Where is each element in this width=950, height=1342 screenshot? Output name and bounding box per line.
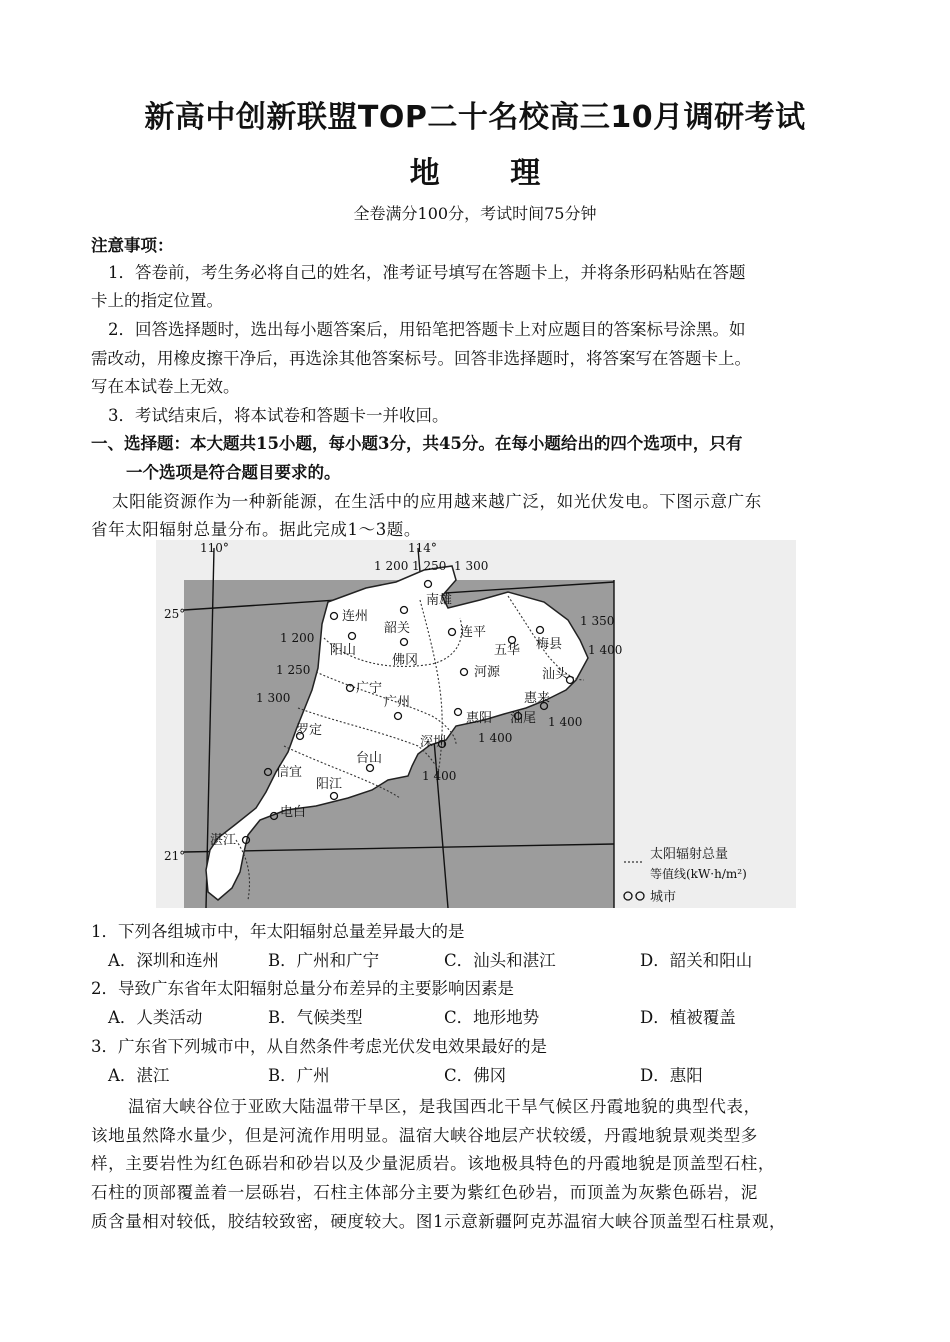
city-label: 阳山 <box>330 643 357 658</box>
isoline-label: 1 250 <box>412 559 447 573</box>
question-2-option-b: B．气候类型 <box>268 1008 363 1027</box>
intro-line-2: 省年太阳辐射总量分布。据此完成1～3题。 <box>91 520 421 539</box>
city-label: 湛江 <box>210 833 237 848</box>
city-label: 台山 <box>356 751 383 766</box>
exam-title: 新高中创新联盟TOP二十名校高三10月调研考试 <box>144 100 806 135</box>
isoline-label: 1 400 <box>548 715 583 729</box>
lat-label: 25° <box>164 607 186 621</box>
city-label: 广州 <box>384 695 411 710</box>
passage-line: 质含量相对较低，胶结较致密，硬度较大。图1示意新疆阿克苏温宿大峡谷顶盖型石柱景观， <box>91 1212 787 1231</box>
question-2-option-c: C．地形地势 <box>444 1008 540 1027</box>
isoline-label: 1 400 <box>478 731 513 745</box>
city-label: 信宜 <box>276 765 303 780</box>
city-label: 广宁 <box>356 681 383 696</box>
city-label: 河源 <box>474 665 501 680</box>
notes-heading: 注意事项： <box>91 236 174 255</box>
note-item-1-cont: 卡上的指定位置。 <box>91 291 223 310</box>
city-label: 电白 <box>280 805 307 820</box>
intro-line-1: 太阳能资源作为一种新能源，在生活中的应用越来越广泛，如光伏发电。下图示意广东 <box>112 492 762 511</box>
city-label: 惠来 <box>524 691 551 706</box>
exam-info: 全卷满分100分，考试时间75分钟 <box>353 204 597 223</box>
question-3-stem: 3．广东省下列城市中，从自然条件考虑光伏发电效果最好的是 <box>91 1037 547 1056</box>
city-label: 汕尾 <box>510 711 537 726</box>
question-2-stem: 2．导致广东省年太阳辐射总量分布差异的主要影响因素是 <box>91 979 514 998</box>
city-label: 佛冈 <box>392 653 419 668</box>
city-label: 五华 <box>494 643 521 658</box>
note-item-2: 2．回答选择题时，选出每小题答案后，用铅笔把答题卡上对应题目的答案标号涂黑。如 <box>108 320 746 339</box>
passage-line: 该地虽然降水量少，但是河流作用明显。温宿大峡谷地层产状较缓，丹霞地貌景观类型多 <box>91 1126 758 1145</box>
question-3-option-a: A．湛江 <box>108 1066 170 1085</box>
city-label: 南雄 <box>426 593 453 608</box>
question-1-option-b: B．广州和广宁 <box>268 951 380 970</box>
subject-title: 地 理 <box>409 156 541 191</box>
isoline-label: 1 400 <box>588 643 623 657</box>
note-item-2-cont2: 写在本试卷上无效。 <box>91 377 240 396</box>
isoline-label: 1 400 <box>422 769 457 783</box>
isoline-label: 1 200 <box>280 631 315 645</box>
city-label: 汕头 <box>542 667 569 682</box>
legend-title: 太阳辐射总量 <box>650 847 729 862</box>
passage-line: 样，主要岩性为红色砾岩和砂岩以及少量泥质岩。该地极具特色的丹霞地貌是顶盖型石柱， <box>91 1154 775 1173</box>
question-1-option-d: D．韶关和阳山 <box>640 951 753 970</box>
passage-line: 温宿大峡谷位于亚欧大陆温带干旱区，是我国西北干旱气候区丹霞地貌的典型代表， <box>128 1097 761 1116</box>
question-2-option-d: D．植被覆盖 <box>640 1008 736 1027</box>
isoline-label: 1 300 <box>256 691 291 705</box>
city-label: 韶关 <box>384 621 411 636</box>
city-label: 阳江 <box>316 777 343 792</box>
city-label: 罗定 <box>296 723 323 738</box>
question-1-option-c: C．汕头和湛江 <box>444 951 556 970</box>
question-3-option-d: D．惠阳 <box>640 1066 703 1085</box>
isoline-label: 1 350 <box>580 614 615 628</box>
note-item-3: 3．考试结束后，将本试卷和答题卡一并收回。 <box>108 406 449 425</box>
city-label: 深圳 <box>420 735 447 750</box>
city-label: 惠阳 <box>466 711 493 726</box>
section-heading: 一、选择题：本大题共15小题，每小题3分，共45分。在每小题给出的四个选项中，只有 <box>91 434 743 453</box>
note-item-1: 1．答卷前，考生务必将自己的姓名，准考证号填写在答题卡上，并将条形码粘贴在答题 <box>108 263 746 282</box>
city-label: 梅县 <box>536 637 563 652</box>
note-item-2-cont: 需改动，用橡皮擦干净后，再选涂其他答案标号。回答非选择题时，将答案写在答题卡上。 <box>91 349 751 368</box>
lon-label: 110° <box>200 541 229 555</box>
question-1-stem: 1．下列各组城市中，年太阳辐射总量差异最大的是 <box>91 922 465 941</box>
legend-city: 城市 <box>650 890 677 905</box>
isoline-label: 1 200 <box>374 559 409 573</box>
city-label: 连州 <box>342 609 369 624</box>
legend-subtitle: 等值线(kW·h/m²) <box>650 867 747 881</box>
passage-line: 石柱的顶部覆盖着一层砾岩，石柱主体部分主要为紫红色砂岩，而顶盖为灰紫色砾岩，泥 <box>91 1183 758 1202</box>
section-heading-cont: 一个选项是符合题目要求的。 <box>126 463 341 482</box>
lon-label: 114° <box>408 541 437 555</box>
guangdong-solar-map <box>156 540 796 908</box>
question-1-option-a: A．深圳和连州 <box>108 951 219 970</box>
question-3-option-c: C．佛冈 <box>444 1066 507 1085</box>
city-label: 连平 <box>460 625 487 640</box>
question-2-option-a: A．人类活动 <box>108 1008 203 1027</box>
question-3-option-b: B．广州 <box>268 1066 330 1085</box>
isoline-label: 1 300 <box>454 559 489 573</box>
isoline-label: 1 250 <box>276 663 311 677</box>
lat-label: 21° <box>164 849 186 863</box>
